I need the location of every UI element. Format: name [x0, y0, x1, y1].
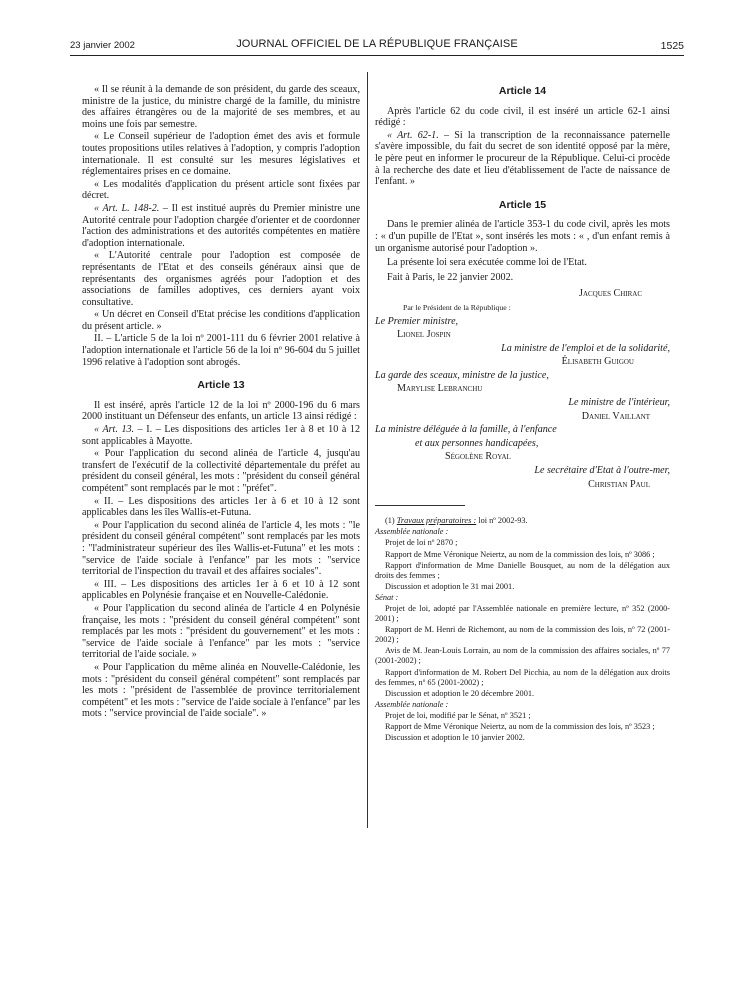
- paragraph: Après l'article 62 du code civil, il est inséré un article 62-1 ainsi rédigé :: [375, 105, 670, 129]
- article-ref: « Art. L. 148-2.: [94, 202, 160, 214]
- footnote-text: loi nº 2002-93.: [476, 516, 528, 526]
- footnote-header: Assemblée nationale :: [375, 699, 449, 709]
- footnote-line: [375, 516, 670, 526]
- footnote-line: Rapport d'information de M. Robert Del Picchia, au nom de la délégation aux droits des femmes, nº 65 (2001-2002) ;: [375, 667, 670, 687]
- signature-block: [375, 287, 670, 491]
- footnote-line: Projet de loi nº 2870 ;: [385, 538, 458, 548]
- footnote-line: Projet de loi, modifié par le Sénat, nº 3521 ;: [385, 710, 531, 720]
- paragraph-text: – Il est institué auprès du Premier ministre une Autorité centrale pour l'adoption chargée d'orienter et de coordonner l'action des administrations et des autorités compétentes en matière d'adoption internationale.: [82, 202, 360, 249]
- left-column: [82, 84, 360, 721]
- paragraph: « Les modalités d'application du présent article sont fixées par décret.: [82, 178, 360, 202]
- paragraph: La présente loi sera exécutée comme loi de l'Etat.: [387, 257, 587, 269]
- signatory-title: Le secrétaire d'Etat à l'outre-mer,: [534, 465, 670, 477]
- article-14-title: Article 14: [498, 85, 547, 97]
- article-15-title: Article 15: [498, 198, 547, 211]
- signatory-title: La garde des sceaux, ministre de la justice,: [375, 369, 549, 381]
- footnote-line: Rapport de M. Henri de Richemont, au nom de la commission des lois, nº 72 (2001-2002) ;: [375, 625, 670, 645]
- footnote: [375, 516, 670, 743]
- footnote-label: Travaux préparatoires :: [396, 516, 477, 526]
- paragraph: « III. – Les dispositions des articles 1er à 6 et 10 à 12 sont applicables en Polynésie française et en Nouvelle-Calédonie.: [82, 578, 360, 602]
- paragraph: « L'Autorité centrale pour l'adoption est composée de représentants de l'Etat et des conseils généraux ainsi que de représentants des organismes agréés pour l'adoption et des associations de familles adoptives, ces derniers ayant voix consultative.: [82, 250, 360, 308]
- paragraph: [82, 424, 360, 447]
- signatory-title: et aux personnes handicapées,: [415, 437, 539, 449]
- column-divider: [367, 72, 368, 828]
- signatory-title: Le ministre de l'intérieur,: [568, 397, 670, 409]
- signatory-name: Lionel Jospin: [397, 329, 451, 341]
- paragraph: Dans le premier alinéa de l'article 353-1 du code civil, après les mots : « d'un pupille de l'Etat », sont insérés les mots : « , d'un enfant remis à un organisme autorisé pour l'adoption ».: [375, 219, 670, 254]
- journal-title: JOURNAL OFFICIEL DE LA RÉPUBLIQUE FRANÇAISE: [236, 38, 518, 50]
- footnote-line: Rapport d'information de Mme Danielle Bousquet, au nom de la délégation aux droits des femmes ;: [375, 560, 670, 580]
- footnote-line: Discussion et adoption le 20 décembre 2001.: [385, 688, 535, 698]
- paragraph: « Pour l'application du second alinéa de l'article 4 en Polynésie française, les mots : "président du conseil général compétent" sont remplacés par les mots : "président du gouvernement" et les mots : "service de l'aide sociale à l'enfance" par les mots : "service territorial de l'aide sociale. »: [82, 602, 360, 661]
- signatory-name: Marylise Lebranchu: [397, 383, 483, 395]
- paragraph: « Un décret en Conseil d'Etat précise les conditions d'application du présent article. »: [82, 309, 360, 332]
- paragraph: « Pour l'application du second alinéa de l'article 4, jusqu'au transfert de l'exécutif de la collectivité départementale du préfet au président du conseil général, les mots : "président du conseil général compétent" sont remplacés par le mot : "préfet".: [82, 448, 360, 494]
- president-name: Jacques Chirac: [579, 288, 642, 300]
- signatory-name: Daniel Vaillant: [581, 410, 650, 422]
- footnote-line: Rapport de Mme Véronique Neiertz, au nom de la commission des lois, nº 3086 ;: [385, 549, 655, 559]
- signatory-name: Ségolène Royal: [445, 451, 511, 463]
- page-number: 1525: [660, 40, 684, 52]
- paragraph: « Pour l'application du même alinéa en Nouvelle-Calédonie, les mots : "président du conseil général compétent" sont remplacés par les mots : "président de l'assemblée de province territorialement compétent" et les mots : "service de l'aide sociale à l'enfance" par les mots : "service provincial de l'aide sociale". »: [82, 661, 360, 720]
- paragraph: [82, 203, 360, 249]
- footnote-header: Sénat :: [375, 592, 399, 602]
- header-rule: [70, 55, 684, 56]
- footnote-rule: [375, 505, 465, 506]
- footnote-line: Discussion et adoption le 31 mai 2001.: [385, 581, 515, 591]
- article-13-title: Article 13: [197, 379, 245, 392]
- signatory-title: Le Premier ministre,: [375, 315, 459, 327]
- footnote-header: Assemblée nationale :: [375, 527, 449, 537]
- signatory-name: Élisabeth Guigou: [561, 356, 634, 368]
- footnote-line: Avis de M. Jean-Louis Lorrain, au nom de la commission des affaires sociales, nº 77 (2001-2002) ;: [375, 646, 670, 666]
- paragraph: [375, 130, 670, 188]
- signatory-name: Christian Paul: [588, 478, 650, 490]
- article-ref: « Art. 13.: [94, 424, 135, 436]
- right-column: [375, 84, 670, 744]
- header-date: 23 janvier 2002: [70, 40, 135, 51]
- paragraph-text: – Si la transcription de la reconnaissance paternelle s'avère impossible, du fait du secret de son identité opposé par la mère, le père peut en informer le procureur de la République. Celui-ci procède à la recherche des date et lieu d'établissement de l'acte de naissance de l'enfant. »: [375, 129, 670, 188]
- signatory-title: La ministre de l'emploi et de la solidarité,: [501, 342, 670, 354]
- paragraph: « Le Conseil supérieur de l'adoption émet des avis et formule toutes propositions utiles relatives à l'adoption, y compris l'adoption internationale. Il est consulté sur les mesures législatives et réglementaires prises en ce domaine.: [82, 131, 360, 178]
- paragraph: « Pour l'application du second alinéa de l'article 4, les mots : "le président du conseil général compétent" sont remplacés par les mots : "l'administrateur supérieur des îles Wallis-et-Futuna" et les mots : "service de l'aide sociale à l'enfance" par les mots : "service territorial de l'inspection du travail et des affaires sociales".: [82, 519, 360, 578]
- footnote-line: Projet de loi, adopté par l'Assemblée nationale en première lecture, nº 352 (2000-2001) ;: [375, 603, 670, 624]
- paragraph: « II. – Les dispositions des articles 1er à 6 et 10 à 12 sont applicables dans les îles Wallis-et-Futuna.: [82, 495, 360, 519]
- page-header: [70, 38, 684, 54]
- paragraph-text: – I. – Les dispositions des articles 1er à 8 et 10 à 12 sont applicables à Mayotte.: [82, 424, 360, 447]
- article-ref: « Art. 62-1.: [387, 129, 439, 141]
- footnote-line: Rapport de Mme Véronique Neiertz, au nom de la commission des lois, nº 3523 ;: [385, 722, 655, 731]
- paragraph: II. – L'article 5 de la loi nº 2001-111 du 6 février 2001 relative à l'adoption internationale et l'article 56 de la loi nº 96-604 du 5 juillet 1996 relative à l'adoption sont abrogés.: [82, 333, 360, 368]
- footnote-number: (1): [385, 516, 397, 526]
- by-president: Par le Président de la République :: [403, 302, 511, 312]
- signatory-title: La ministre déléguée à la famille, à l'enfance: [375, 424, 557, 436]
- paragraph: Il est inséré, après l'article 12 de la loi nº 2000-196 du 6 mars 2000 instituant un Défenseur des enfants, un article 13 ainsi rédigé :: [82, 399, 360, 423]
- paragraph: Fait à Paris, le 22 janvier 2002.: [387, 271, 514, 283]
- footnote-line: Discussion et adoption le 10 janvier 2002.: [385, 733, 525, 743]
- paragraph: « Il se réunit à la demande de son président, du garde des sceaux, ministre de la justice, du ministre chargé de la famille, du ministre des affaires étrangères ou de la majorité de ses membres, et au moins une fois par semestre.: [82, 84, 360, 130]
